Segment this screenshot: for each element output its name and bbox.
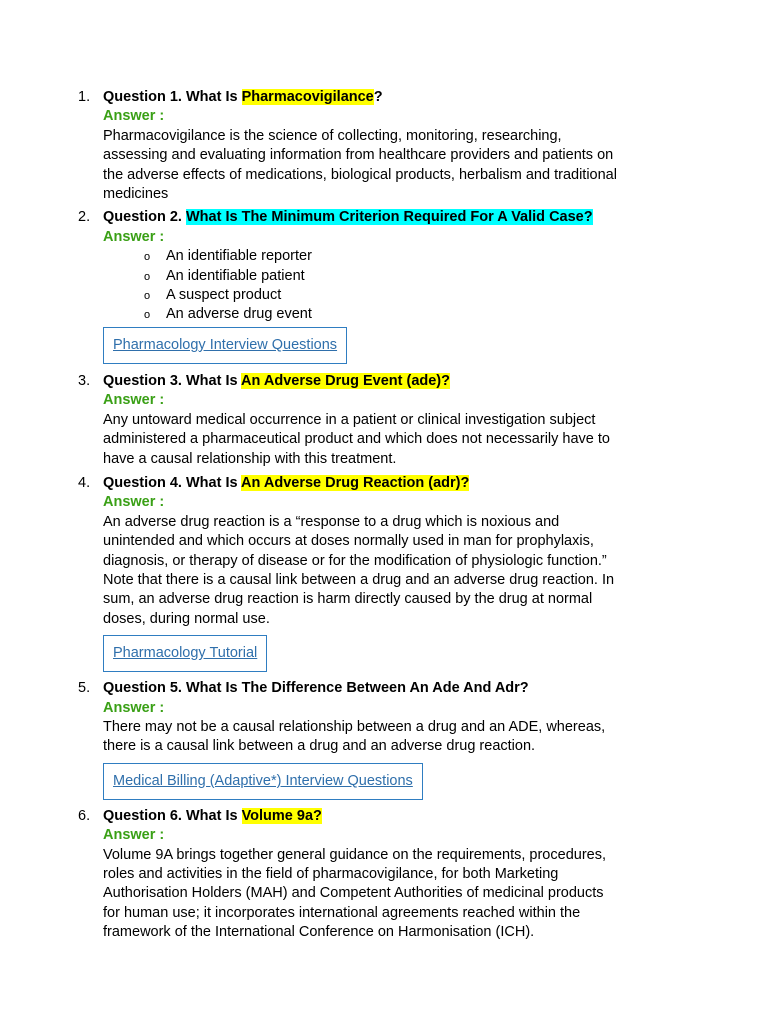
question-heading (103, 807, 663, 826)
answer-line: Any untoward medical occurrence in a patient or clinical investigation subject (103, 411, 596, 428)
question-prefix: Question 3. What Is (103, 372, 242, 389)
question-item-4 (0, 474, 663, 675)
question-prefix: Question 6. What Is (103, 807, 242, 824)
list-item-text: An adverse drug event (166, 306, 312, 323)
answer-line: doses, during normal use. (103, 610, 270, 627)
question-heading (103, 474, 663, 493)
list-item (143, 305, 663, 324)
question-suffix: ? (373, 89, 383, 105)
answer-line: medicines (103, 186, 169, 203)
highlighted-term: An Adverse Drug Reaction (adr)? (241, 474, 470, 491)
highlighted-term: Pharmacovigilance (241, 89, 374, 105)
question-prefix: Question 2. (103, 209, 186, 226)
pharmacology-interview-questions-link[interactable]: Pharmacology Interview Questions (113, 336, 338, 353)
list-item (143, 286, 663, 305)
answer-label: Answer : (103, 699, 165, 716)
circle-bullet-icon: o (144, 309, 151, 322)
question-number: 5. (78, 680, 91, 697)
answer-line: roles and activities in the field of pharmacovigilance, for both Marketing (103, 866, 559, 882)
question-item-2 (0, 208, 663, 366)
answer-line: have a causal relationship with this treatment. (103, 450, 397, 467)
question-heading (103, 679, 663, 698)
answer-label: Answer : (103, 108, 165, 125)
question-number: 3. (78, 372, 91, 389)
question-item-3 (0, 372, 663, 469)
question-list (0, 88, 768, 943)
question-number: 4. (78, 474, 91, 491)
related-link-box (103, 635, 267, 672)
pharmacology-tutorial-link[interactable]: Pharmacology Tutorial (113, 645, 258, 662)
circle-bullet-icon: o (144, 251, 151, 264)
question-number: 6. (78, 807, 91, 824)
question-prefix: Question 4. What Is (103, 474, 242, 491)
question-prefix: Question 5. What Is The Difference Between An Ade And Adr? (103, 680, 529, 697)
circle-bullet-icon: o (144, 270, 151, 283)
answer-line: diagnosis, or therapy of disease or for the modification of physiologic function.” (103, 552, 607, 569)
answer-text (103, 411, 663, 469)
list-item-text: An identifiable patient (166, 267, 305, 284)
answer-line: Note that there is a causal link between a drug and an adverse drug reaction. In (103, 571, 615, 588)
list-item-text: A suspect product (166, 287, 282, 304)
answer-line: assessing and evaluating information from healthcare providers and patients on (103, 147, 614, 164)
answer-label: Answer : (103, 827, 165, 844)
question-number: 1. (78, 89, 91, 105)
question-number: 2. (78, 209, 91, 226)
answer-line: Volume 9A brings together general guidance on the requirements, procedures, (103, 846, 606, 863)
related-link-box (103, 763, 423, 800)
answer-text (103, 513, 663, 629)
question-item-1 (0, 88, 663, 204)
answer-label: Answer : (103, 228, 165, 245)
answer-line: administered a pharmaceutical product and which does not necessarily have to (103, 431, 610, 448)
answer-text (103, 718, 663, 757)
answer-line: An adverse drug reaction is a “response to a drug which is noxious and (103, 513, 560, 530)
answer-label: Answer : (103, 494, 165, 511)
circle-bullet-icon: o (144, 290, 151, 303)
medical-billing-interview-questions-link[interactable]: Medical Billing (Adaptive*) Interview Questions (113, 772, 413, 789)
highlighted-term: Volume 9a? (241, 807, 322, 824)
answer-line: There may not be a causal relationship between a drug and an ADE, whereas, (103, 718, 606, 735)
related-link-box (103, 327, 347, 364)
answer-text (103, 846, 663, 943)
highlighted-term: An Adverse Drug Event (ade)? (241, 372, 450, 389)
question-item-5 (0, 679, 663, 803)
list-item (143, 267, 663, 286)
question-heading (103, 88, 663, 107)
answer-line: for human use; it incorporates international agreements reached within the (103, 904, 581, 921)
question-heading (103, 372, 663, 391)
answer-line: there is a causal link between a drug and an adverse drug reaction. (103, 738, 536, 755)
answer-line: unintended and which occurs at doses normally used in man for prophylaxis, (103, 533, 594, 550)
answer-line: the adverse effects of medications, biological products, herbalism and traditional (103, 166, 617, 183)
question-item-6 (0, 807, 663, 943)
highlighted-term: What Is The Minimum Criterion Required For A Valid Case? (186, 209, 593, 226)
answer-line: Pharmacovigilance is the science of collecting, monitoring, researching, (103, 127, 562, 144)
list-item-text: An identifiable reporter (166, 248, 312, 265)
answer-line: sum, an adverse drug reaction is harm directly caused by the drug at normal (103, 591, 593, 608)
criteria-list (103, 247, 663, 325)
answer-line: Authorisation Holders (MAH) and Competent Authorities of medicinal products (103, 885, 604, 902)
question-heading (103, 208, 663, 227)
answer-line: framework of the International Conference on Harmonisation (ICH). (103, 924, 535, 941)
answer-label: Answer : (103, 392, 165, 409)
list-item (143, 247, 663, 266)
answer-text (103, 127, 663, 205)
question-prefix: Question 1. What Is (103, 89, 242, 105)
